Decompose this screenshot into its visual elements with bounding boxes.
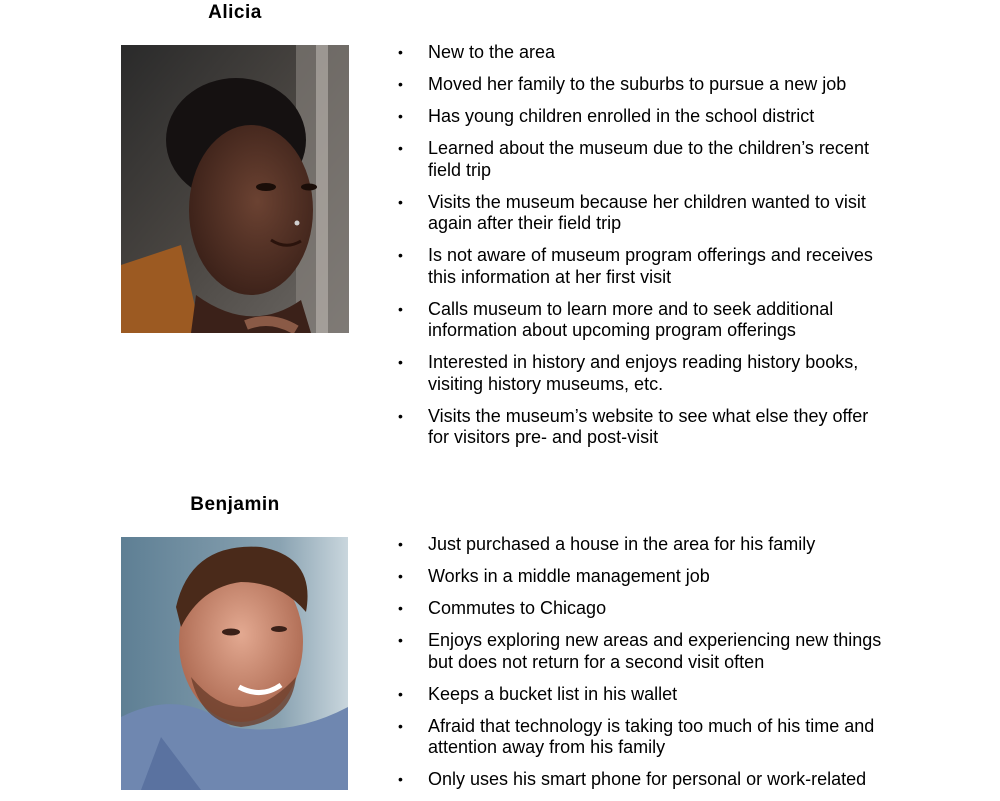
bullet-icon: •	[398, 536, 403, 552]
bullet-icon: •	[398, 600, 403, 616]
trait-text: Interested in history and enjoys reading history books, visiting history museums, etc.	[428, 352, 859, 394]
trait-text: Works in a middle management job	[428, 566, 710, 586]
bullet-icon: •	[398, 685, 403, 702]
persona-name: Alicia	[208, 2, 262, 23]
trait-text: Just purchased a house in the area for his family	[428, 534, 816, 554]
list-item	[398, 598, 883, 620]
list-item	[398, 192, 883, 235]
bullet-icon: •	[398, 771, 403, 787]
bullet-icon: •	[398, 300, 403, 317]
persona-photo	[121, 45, 349, 333]
trait-text: Calls museum to learn more and to seek additional information about upcoming program offerings	[428, 298, 834, 340]
bullet-icon: •	[398, 407, 403, 424]
trait-text: Only uses his smart phone for personal or work-related	[428, 769, 867, 789]
persona-name: Benjamin	[190, 494, 280, 515]
list-item	[398, 566, 883, 588]
bullet-icon: •	[398, 193, 403, 210]
trait-text: Visits the museum because her children wanted to visit again after their field trip	[428, 191, 866, 233]
list-item	[398, 245, 883, 288]
list-item	[398, 406, 883, 449]
list-item	[398, 106, 883, 128]
bullet-icon: •	[398, 140, 403, 156]
trait-text: New to the area	[428, 42, 556, 62]
trait-text: Learned about the museum due to the children’s recent field trip	[428, 138, 869, 180]
persona-photo	[121, 537, 348, 790]
list-item	[398, 769, 883, 791]
trait-text: Commutes to Chicago	[428, 598, 607, 618]
bullet-icon: •	[398, 354, 403, 370]
trait-text: Enjoys exploring new areas and experiencing new things but does not return for a second visit often	[428, 630, 882, 672]
list-item	[398, 630, 883, 673]
list-item	[398, 352, 883, 395]
persona-traits-list	[398, 42, 883, 459]
benjamin-portrait-image	[121, 537, 348, 790]
bullet-icon: •	[398, 568, 403, 584]
trait-text: Has young children enrolled in the school district	[428, 106, 815, 126]
list-item	[398, 42, 883, 64]
list-item	[398, 299, 883, 342]
trait-text: Moved her family to the suburbs to pursue a new job	[428, 74, 847, 94]
bullet-icon: •	[398, 76, 403, 92]
list-item	[398, 716, 883, 759]
trait-text: Keeps a bucket list in his wallet	[428, 683, 678, 704]
list-item	[398, 534, 883, 556]
bullet-icon: •	[398, 247, 403, 263]
trait-text: Afraid that technology is taking too much of his time and attention away from his family	[428, 715, 875, 757]
list-item	[398, 74, 883, 96]
bullet-icon: •	[398, 108, 403, 124]
list-item	[398, 684, 883, 706]
bullet-icon: •	[398, 717, 403, 734]
trait-text: Is not aware of museum program offerings and receives this information at her first visit	[428, 245, 873, 287]
alicia-portrait-image	[121, 45, 349, 333]
persona-traits-list	[398, 534, 883, 801]
bullet-icon: •	[398, 44, 403, 60]
list-item	[398, 138, 883, 181]
bullet-icon: •	[398, 632, 403, 648]
trait-text: Visits the museum’s website to see what else they offer for visitors pre- and post-visit	[428, 405, 869, 447]
